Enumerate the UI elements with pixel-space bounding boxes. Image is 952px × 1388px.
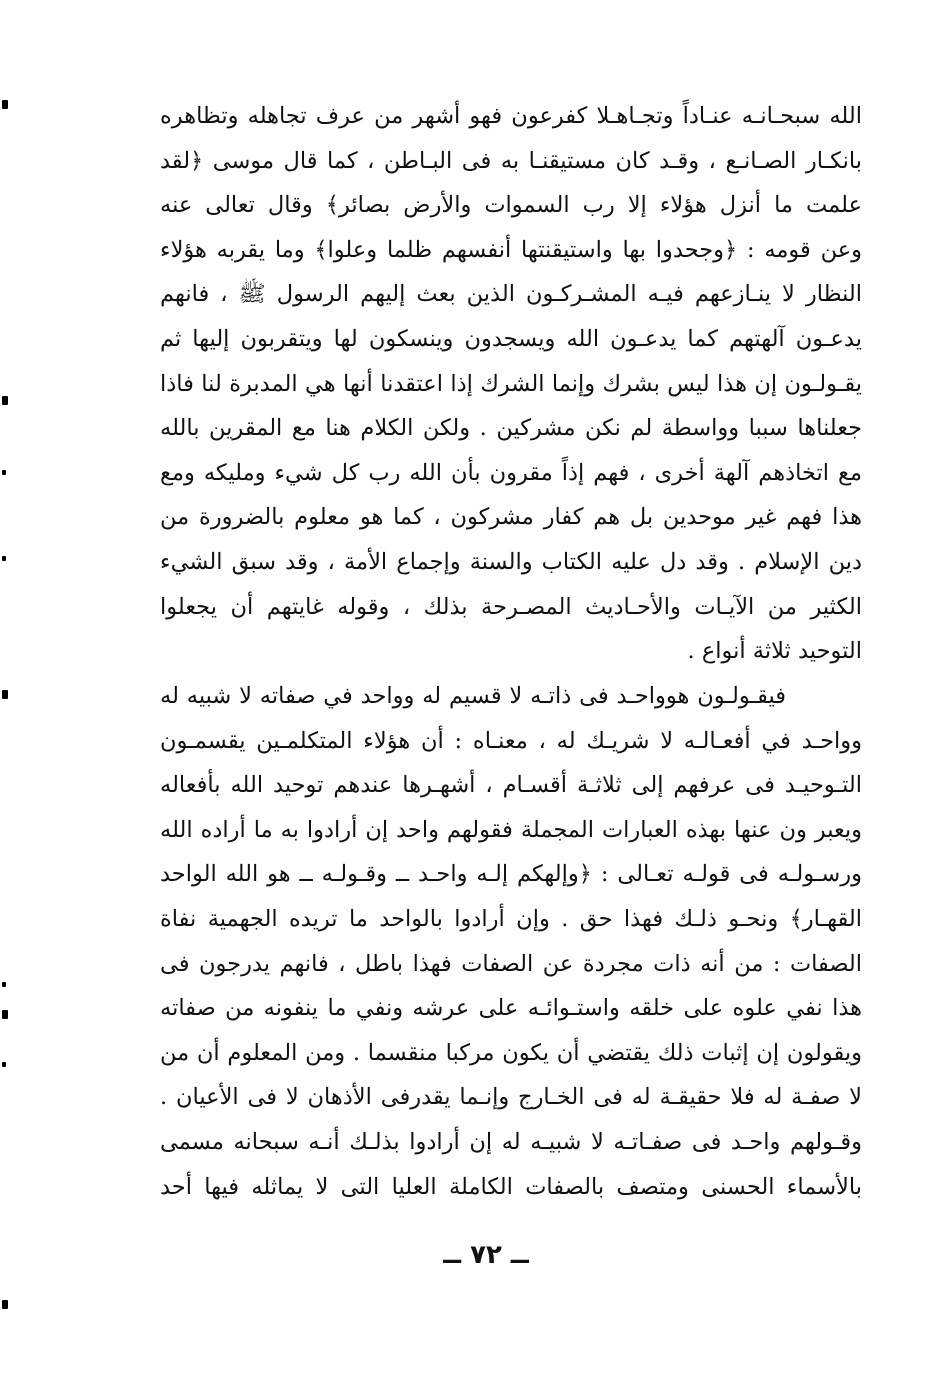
text-line: يدعـون آلهتهم كما يدعـون الله ويسجدون وينسكون لها ويتقربون إليها ثم [160, 325, 862, 352]
scan-artifact [2, 982, 6, 987]
text-line: الكثير من الآيـات والأحـاديث المصـرحة بذلك ، وقوله غايتهم أن يجعلوا [160, 593, 862, 620]
text-line: التوحيد ثلاثة أنواع . [687, 638, 862, 665]
scan-artifact [2, 690, 8, 699]
text-line: التـوحيـد فى عرفهم إلى ثلاثـة أقسـام ، أشهـرها عندهم توحيد الله بأفعاله [160, 772, 862, 799]
scan-artifact [2, 396, 8, 405]
scan-artifact [2, 470, 6, 475]
text-line: هذا نفي علوه على خلقه واستـوائـه على عرشه ونفي ما ينفونه من صفاته [160, 995, 862, 1022]
paragraph-2 [160, 674, 862, 1209]
text-line: مع اتخاذهم آلهة أخرى ، فهم إذاً مقرون بأن الله رب كل شيء ومليكه ومع [160, 459, 862, 486]
text-line: وقـولهم واحـد فى صفـاتـه لا شبيـه له إن أرادوا بذلـك أنـه سبحانه مسمى [160, 1128, 862, 1155]
page-number: ــ ٧٢ ــ [443, 1240, 529, 1270]
text-line: دين الإسلام . وقد دل عليه الكتاب والسنة وإجماع الأمة ، وقد سبق الشيء [160, 548, 862, 575]
text-line: وعن قومه : ﴿وجحدوا بها واستيقنتها أنفسهم ظلما وعلوا﴾ وما يقربه هؤلاء [160, 236, 862, 263]
text-line: القهـار﴾ ونحـو ذلـك فهذا حق . وإن أرادوا بالواحد ما تريده الجهمية نفاة [160, 905, 862, 932]
text-line: جعلناها سببا وواسطة لم نكن مشركين . ولكن الكلام هنا مع المقرين بالله [160, 415, 862, 442]
scan-artifact [2, 1062, 6, 1067]
text-line: ورسـولـه فى قولـه تعـالى : ﴿وإلهكم إلـه واحـد ــ وقـولـه ــ هو الله الواحد [160, 861, 862, 888]
text-line: وواحـد في أفعـالـه لا شريـك له ، معنـاه : أن هؤلاء المتكلمـين يقسمـون [160, 727, 862, 754]
text-line: علمت ما أنزل هؤلاء إلا رب السموات والأرض بصائر﴾ وقال تعالى عنه [160, 192, 862, 219]
scan-artifact [2, 100, 8, 109]
scan-artifact [2, 556, 6, 561]
text-line: بانكـار الصـانـع ، وقـد كان مستيقنـا به فى البـاطن ، كما قال موسى ﴿لقد [160, 147, 862, 174]
text-line: بالأسماء الحسنى ومتصف بالصفات الكاملة العليا التى لا يماثله فيها أحد [160, 1173, 862, 1200]
text-line: النظار لا ينـازعهم فيـه المشـركـون الذين بعث إليهم الرسول ﷺ ، فانهم [160, 281, 862, 308]
text-line: فيقـولـون هوواحـد فى ذاتـه لا قسيم له وواحد في صفاته لا شبيه له [160, 683, 786, 709]
scan-artifact [2, 1300, 8, 1309]
text-line: لا صفـة له فلا حقيقـة له فى الخـارج وإنـما يقدرفى الأذهان لا فى الأعيان . [160, 1084, 862, 1111]
text-line: هذا فهم غير موحدين بل هم كفار مشركون ، كما هو معلوم بالضرورة من [160, 504, 862, 531]
text-line: يقـولـون إن هذا ليس بشرك وإنما الشرك إذا اعتقدنا أنها هي المدبرة لنا فاذا [160, 370, 862, 397]
text-line: ويقولون إن إثبات ذلك يقتضي أن يكون مركبا منقسما . ومن المعلوم أن من [160, 1039, 862, 1066]
text-line: ويعبر ون عنها بهذه العبارات المجملة فقولهم واحد إن أرادوا به ما أراده الله [160, 816, 862, 843]
scan-artifact [2, 1010, 8, 1019]
text-line: الله سبحـانـه عنـاداً وتجـاهـلا كفرعون فهو أشهر من عرف تجاهله وتظاهره [160, 103, 862, 129]
paragraph-1 [160, 94, 862, 674]
text-line: الصفات : من أنه ذات مجردة عن الصفات فهذا باطل ، فانهم يدرجون فى [160, 950, 862, 977]
